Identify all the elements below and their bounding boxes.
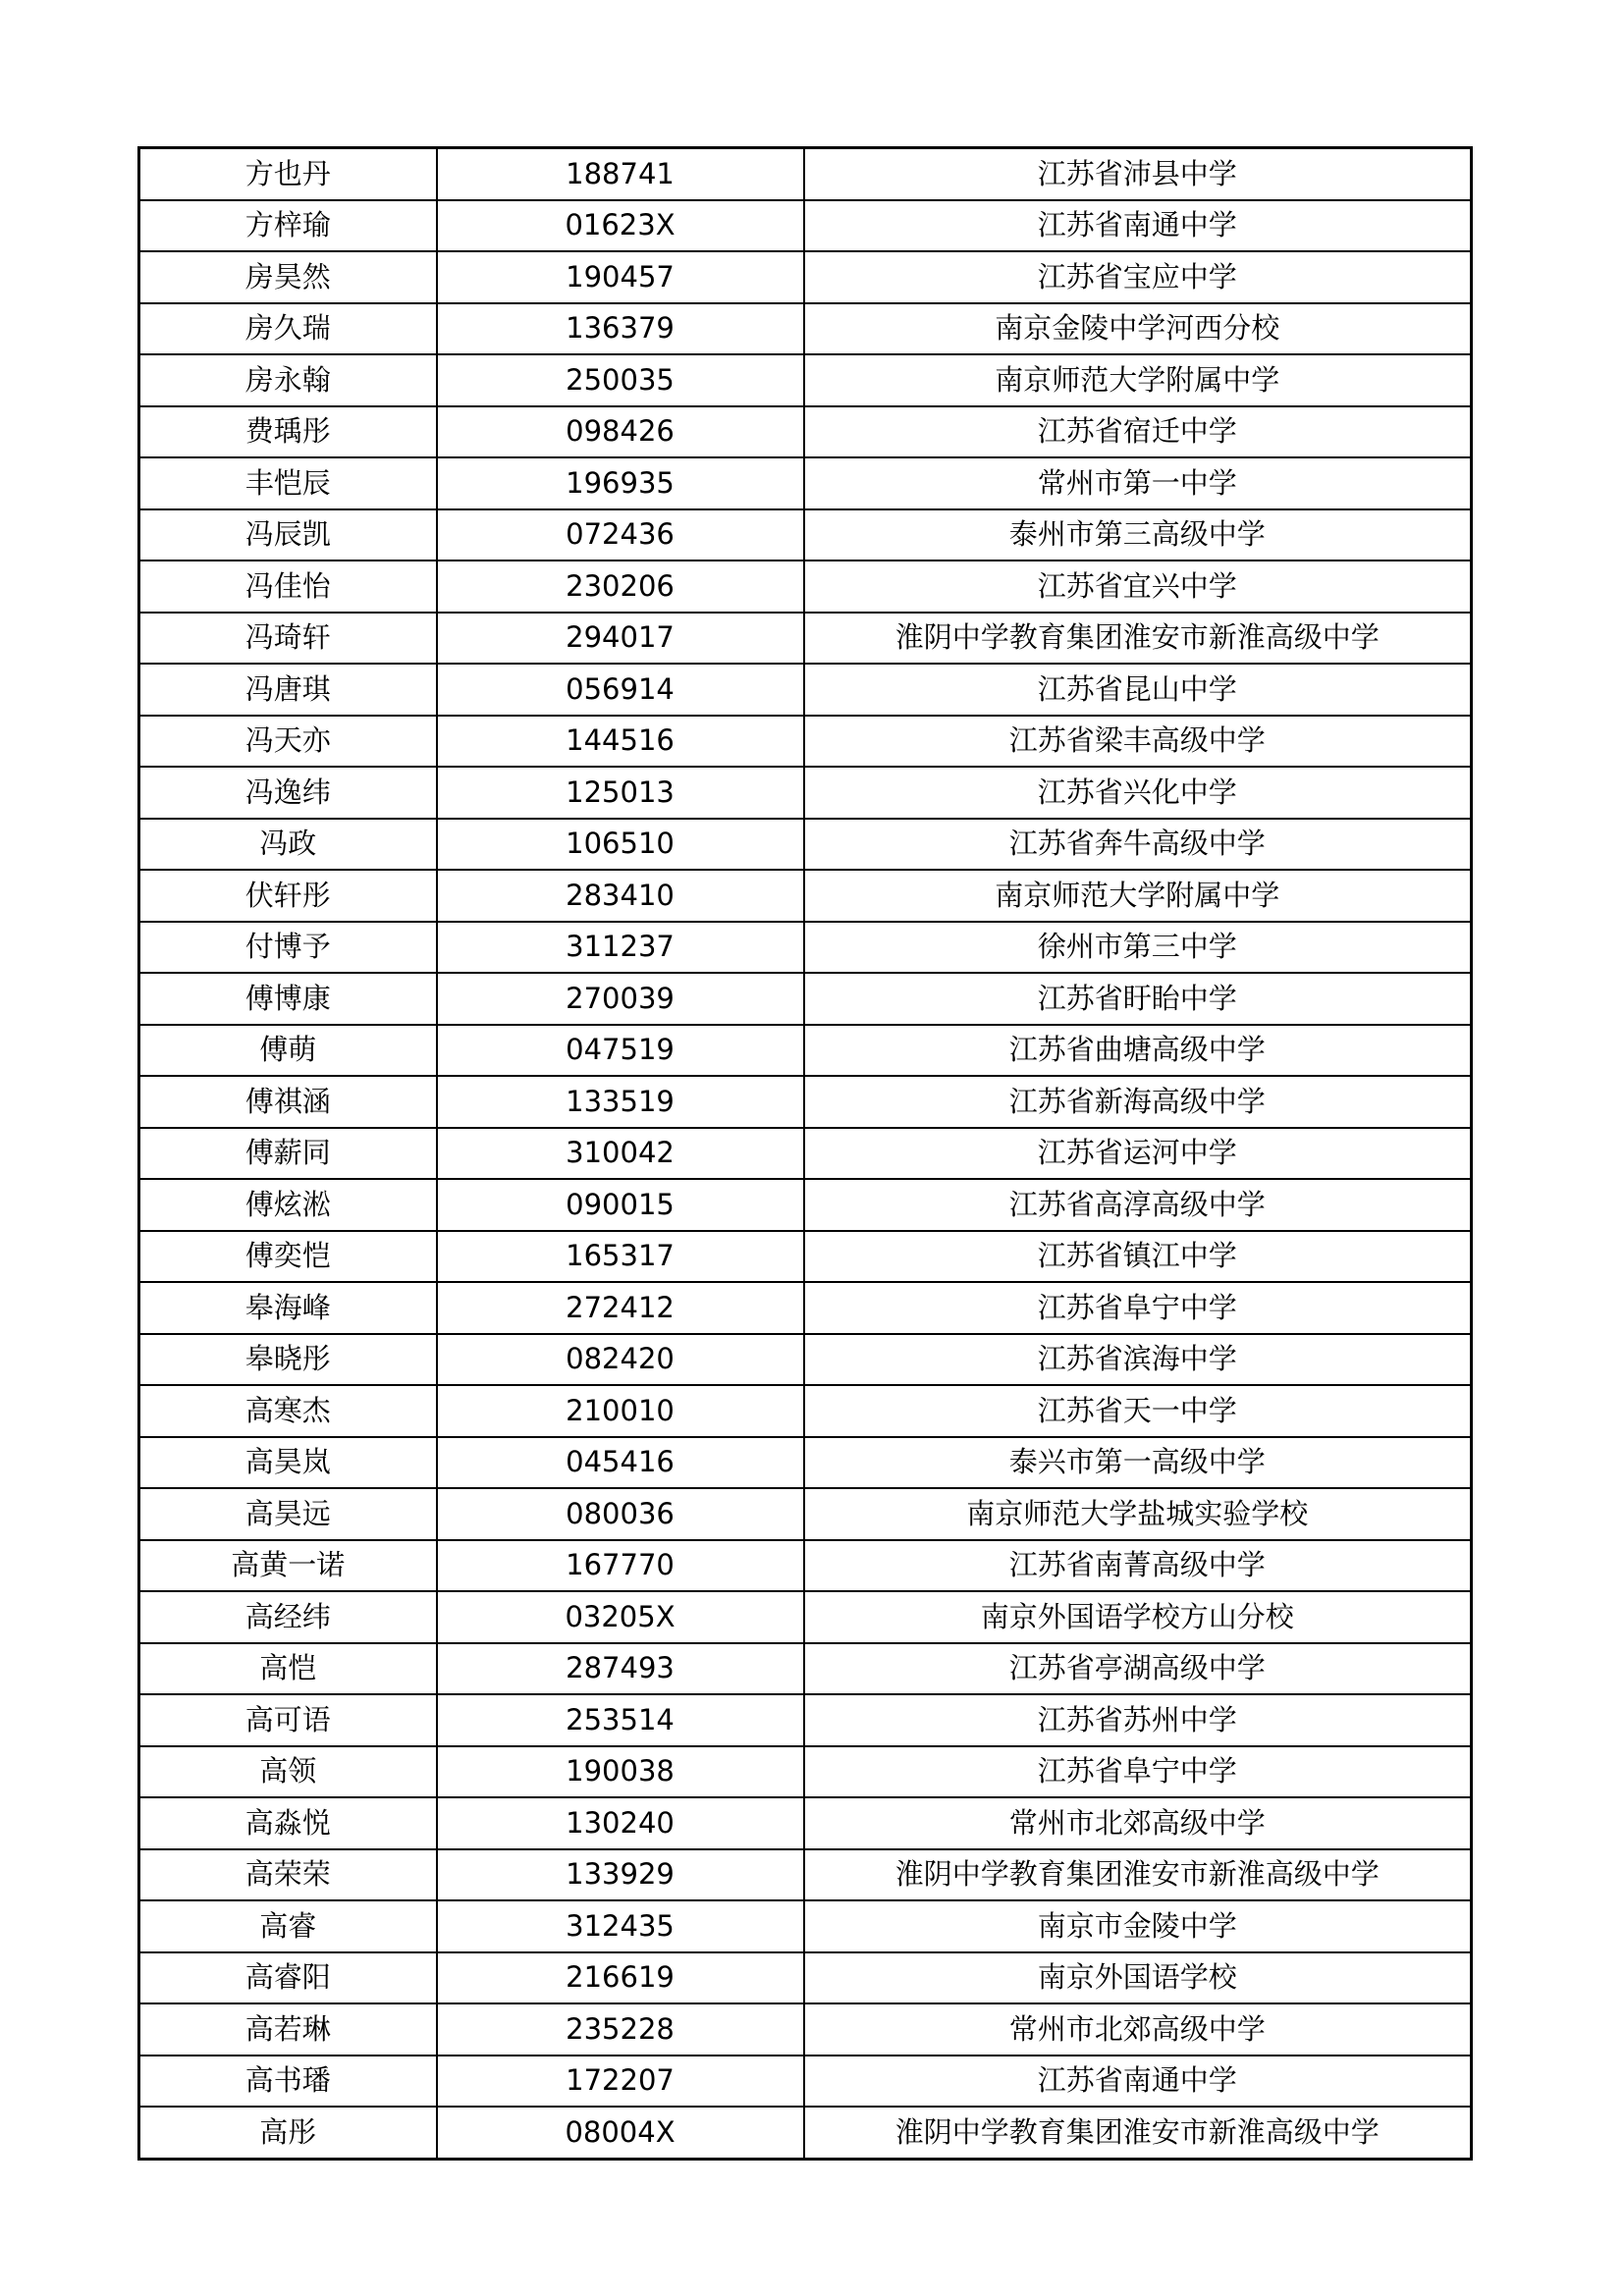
table-row <box>139 457 1472 509</box>
name-cell: 傅奕恺 <box>139 1231 437 1283</box>
school-cell: 江苏省昆山中学 <box>804 664 1472 716</box>
name-cell: 高领 <box>139 1746 437 1798</box>
table-row <box>139 354 1472 406</box>
name-cell: 傅炫淞 <box>139 1179 437 1231</box>
table-row <box>139 664 1472 716</box>
id-cell: 172207 <box>437 2056 804 2108</box>
name-cell: 皋海峰 <box>139 1282 437 1334</box>
id-cell: 253514 <box>437 1694 804 1746</box>
table-row <box>139 1179 1472 1231</box>
school-cell: 江苏省梁丰高级中学 <box>804 716 1472 768</box>
table-row <box>139 406 1472 458</box>
name-cell: 高恺 <box>139 1643 437 1695</box>
school-cell: 南京师范大学盐城实验学校 <box>804 1488 1472 1540</box>
name-cell: 高黄一诺 <box>139 1540 437 1592</box>
school-cell: 江苏省兴化中学 <box>804 767 1472 819</box>
id-cell: 08004X <box>437 2107 804 2159</box>
name-cell: 高淼悦 <box>139 1797 437 1849</box>
school-cell: 江苏省镇江中学 <box>804 1231 1472 1283</box>
id-cell: 098426 <box>437 406 804 458</box>
name-cell: 冯琦轩 <box>139 613 437 665</box>
table-row <box>139 1900 1472 1952</box>
school-cell: 江苏省滨海中学 <box>804 1334 1472 1386</box>
table-row <box>139 1797 1472 1849</box>
id-cell: 047519 <box>437 1025 804 1077</box>
table-row <box>139 2056 1472 2108</box>
table-row <box>139 1282 1472 1334</box>
table-row <box>139 1746 1472 1798</box>
name-cell: 高寒杰 <box>139 1385 437 1437</box>
school-cell: 江苏省南通中学 <box>804 2056 1472 2108</box>
table-row <box>139 922 1472 974</box>
name-cell: 高若琳 <box>139 2003 437 2056</box>
table-row <box>139 2107 1472 2159</box>
school-cell: 南京市金陵中学 <box>804 1900 1472 1952</box>
school-cell: 江苏省阜宁中学 <box>804 1746 1472 1798</box>
table-row <box>139 1591 1472 1643</box>
school-cell: 南京师范大学附属中学 <box>804 870 1472 922</box>
table-row <box>139 870 1472 922</box>
school-cell: 常州市北郊高级中学 <box>804 2003 1472 2056</box>
id-cell: 190038 <box>437 1746 804 1798</box>
name-cell: 冯佳怡 <box>139 561 437 613</box>
id-cell: 196935 <box>437 457 804 509</box>
table-row <box>139 1952 1472 2004</box>
id-cell: 230206 <box>437 561 804 613</box>
id-cell: 133519 <box>437 1076 804 1128</box>
id-cell: 235228 <box>437 2003 804 2056</box>
roster-table <box>137 146 1473 2161</box>
id-cell: 136379 <box>437 303 804 355</box>
id-cell: 01623X <box>437 200 804 252</box>
school-cell: 江苏省奔牛高级中学 <box>804 819 1472 871</box>
school-cell: 常州市第一中学 <box>804 457 1472 509</box>
id-cell: 056914 <box>437 664 804 716</box>
name-cell: 冯政 <box>139 819 437 871</box>
table-row <box>139 1231 1472 1283</box>
id-cell: 133929 <box>437 1849 804 1901</box>
id-cell: 250035 <box>437 354 804 406</box>
table-row <box>139 148 1472 200</box>
table-row <box>139 509 1472 561</box>
school-cell: 江苏省宝应中学 <box>804 251 1472 303</box>
table-row <box>139 1076 1472 1128</box>
name-cell: 房久瑞 <box>139 303 437 355</box>
school-cell: 江苏省亭湖高级中学 <box>804 1643 1472 1695</box>
school-cell: 泰兴市第一高级中学 <box>804 1437 1472 1489</box>
table-row <box>139 1385 1472 1437</box>
name-cell: 丰恺辰 <box>139 457 437 509</box>
name-cell: 高昊远 <box>139 1488 437 1540</box>
school-cell: 江苏省苏州中学 <box>804 1694 1472 1746</box>
school-cell: 南京师范大学附属中学 <box>804 354 1472 406</box>
table-row <box>139 1488 1472 1540</box>
id-cell: 287493 <box>437 1643 804 1695</box>
name-cell: 高睿 <box>139 1900 437 1952</box>
name-cell: 冯天亦 <box>139 716 437 768</box>
school-cell: 江苏省沛县中学 <box>804 148 1472 200</box>
table-row <box>139 1437 1472 1489</box>
school-cell: 淮阴中学教育集团淮安市新淮高级中学 <box>804 613 1472 665</box>
table-row <box>139 2003 1472 2056</box>
school-cell: 徐州市第三中学 <box>804 922 1472 974</box>
school-cell: 江苏省高淳高级中学 <box>804 1179 1472 1231</box>
id-cell: 272412 <box>437 1282 804 1334</box>
table-row <box>139 819 1472 871</box>
name-cell: 高昊岚 <box>139 1437 437 1489</box>
name-cell: 冯唐琪 <box>139 664 437 716</box>
school-cell: 淮阴中学教育集团淮安市新淮高级中学 <box>804 1849 1472 1901</box>
table-row <box>139 973 1472 1025</box>
school-cell: 江苏省宜兴中学 <box>804 561 1472 613</box>
table-row <box>139 767 1472 819</box>
school-cell: 常州市北郊高级中学 <box>804 1797 1472 1849</box>
name-cell: 付博予 <box>139 922 437 974</box>
table-row <box>139 1694 1472 1746</box>
id-cell: 188741 <box>437 148 804 200</box>
name-cell: 冯辰凯 <box>139 509 437 561</box>
id-cell: 144516 <box>437 716 804 768</box>
school-cell: 江苏省阜宁中学 <box>804 1282 1472 1334</box>
school-cell: 江苏省新海高级中学 <box>804 1076 1472 1128</box>
roster-table-body <box>139 148 1472 2160</box>
id-cell: 294017 <box>437 613 804 665</box>
id-cell: 082420 <box>437 1334 804 1386</box>
name-cell: 高可语 <box>139 1694 437 1746</box>
table-row <box>139 613 1472 665</box>
id-cell: 167770 <box>437 1540 804 1592</box>
name-cell: 高彤 <box>139 2107 437 2159</box>
name-cell: 傅博康 <box>139 973 437 1025</box>
id-cell: 165317 <box>437 1231 804 1283</box>
name-cell: 高睿阳 <box>139 1952 437 2004</box>
table-row <box>139 1849 1472 1901</box>
id-cell: 080036 <box>437 1488 804 1540</box>
school-cell: 江苏省盱眙中学 <box>804 973 1472 1025</box>
id-cell: 216619 <box>437 1952 804 2004</box>
name-cell: 高经纬 <box>139 1591 437 1643</box>
table-row <box>139 1334 1472 1386</box>
id-cell: 072436 <box>437 509 804 561</box>
school-cell: 南京金陵中学河西分校 <box>804 303 1472 355</box>
school-cell: 南京外国语学校方山分校 <box>804 1591 1472 1643</box>
table-row <box>139 561 1472 613</box>
name-cell: 傅薪同 <box>139 1128 437 1180</box>
table-row <box>139 1540 1472 1592</box>
id-cell: 312435 <box>437 1900 804 1952</box>
id-cell: 190457 <box>437 251 804 303</box>
table-row <box>139 200 1472 252</box>
school-cell: 江苏省宿迁中学 <box>804 406 1472 458</box>
school-cell: 江苏省天一中学 <box>804 1385 1472 1437</box>
name-cell: 傅萌 <box>139 1025 437 1077</box>
school-cell: 江苏省南通中学 <box>804 200 1472 252</box>
name-cell: 傅祺涵 <box>139 1076 437 1128</box>
id-cell: 125013 <box>437 767 804 819</box>
id-cell: 045416 <box>437 1437 804 1489</box>
name-cell: 皋晓彤 <box>139 1334 437 1386</box>
school-cell: 江苏省曲塘高级中学 <box>804 1025 1472 1077</box>
table-row <box>139 716 1472 768</box>
school-cell: 江苏省运河中学 <box>804 1128 1472 1180</box>
table-row <box>139 251 1472 303</box>
id-cell: 210010 <box>437 1385 804 1437</box>
name-cell: 房昊然 <box>139 251 437 303</box>
id-cell: 106510 <box>437 819 804 871</box>
school-cell: 南京外国语学校 <box>804 1952 1472 2004</box>
id-cell: 090015 <box>437 1179 804 1231</box>
name-cell: 房永翰 <box>139 354 437 406</box>
table-row <box>139 1643 1472 1695</box>
name-cell: 高荣荣 <box>139 1849 437 1901</box>
id-cell: 130240 <box>437 1797 804 1849</box>
school-cell: 泰州市第三高级中学 <box>804 509 1472 561</box>
name-cell: 冯逸纬 <box>139 767 437 819</box>
name-cell: 方也丹 <box>139 148 437 200</box>
school-cell: 江苏省南菁高级中学 <box>804 1540 1472 1592</box>
id-cell: 270039 <box>437 973 804 1025</box>
name-cell: 方梓瑜 <box>139 200 437 252</box>
table-row <box>139 303 1472 355</box>
id-cell: 310042 <box>437 1128 804 1180</box>
id-cell: 311237 <box>437 922 804 974</box>
name-cell: 伏轩彤 <box>139 870 437 922</box>
table-row <box>139 1128 1472 1180</box>
id-cell: 283410 <box>437 870 804 922</box>
table-row <box>139 1025 1472 1077</box>
name-cell: 高书璠 <box>139 2056 437 2108</box>
name-cell: 费瑀彤 <box>139 406 437 458</box>
school-cell: 淮阴中学教育集团淮安市新淮高级中学 <box>804 2107 1472 2159</box>
id-cell: 03205X <box>437 1591 804 1643</box>
